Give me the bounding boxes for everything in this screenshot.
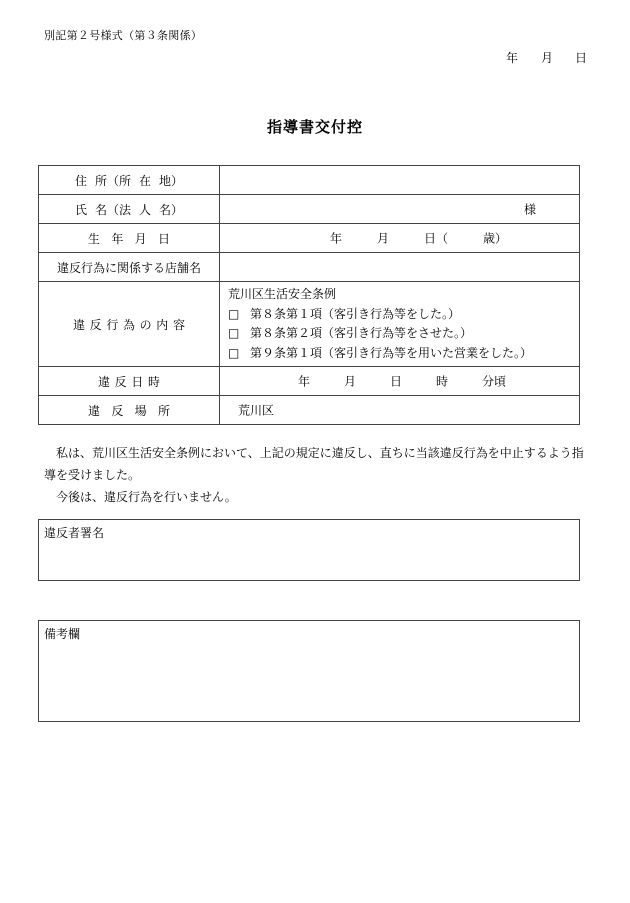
violation-hour-label: 時 xyxy=(436,374,449,389)
form-number-label: 別記第２号様式（第３条関係） xyxy=(44,29,203,42)
datetime-label-part: 日 xyxy=(131,374,144,389)
honorific-label: 様 xyxy=(524,202,537,217)
place-label-part: 場 xyxy=(134,403,147,418)
date-day-label: 日 xyxy=(575,51,588,65)
statement-line-2: 今後は、違反行為を行いません。 xyxy=(56,490,237,504)
place-value-cell[interactable] xyxy=(220,396,580,425)
content-label-cell xyxy=(39,282,220,367)
name-row xyxy=(39,195,580,224)
name-label-part: 人 xyxy=(138,202,151,217)
datetime-label-cell xyxy=(39,367,220,396)
document-title: 指導書交付控 xyxy=(266,118,363,136)
option-text: 第８条第２項（客引き行為等をさせた。） xyxy=(250,326,473,340)
remarks-box[interactable] xyxy=(38,620,580,722)
violation-year-label: 年 xyxy=(298,374,311,389)
birth-label-part: 日 xyxy=(157,231,170,246)
content-label-part: 行 xyxy=(106,317,119,332)
acknowledgement-statement xyxy=(44,442,586,508)
checkbox-icon[interactable]: □ xyxy=(228,306,240,321)
guidance-form-table xyxy=(38,165,580,425)
option-article-8-1[interactable] xyxy=(228,305,571,325)
datetime-value-cell[interactable] xyxy=(220,367,580,396)
content-label-part: 反 xyxy=(89,317,102,332)
content-row xyxy=(39,282,580,367)
place-label-part: 所 xyxy=(157,403,170,418)
name-value-cell[interactable] xyxy=(220,195,580,224)
birth-label-part: 生 xyxy=(88,231,101,246)
address-label-part: 地） xyxy=(158,173,183,188)
violation-day-label: 日 xyxy=(390,374,403,389)
option-text: 第９条第１項（客引き行為等を用いた営業をした。） xyxy=(250,345,533,360)
name-label-part: 氏 xyxy=(75,202,88,217)
content-label-part: 為 xyxy=(122,317,135,332)
address-label-cell xyxy=(39,166,220,195)
place-label-part: 反 xyxy=(111,403,124,418)
content-value-cell xyxy=(220,282,580,367)
birth-label-part: 月 xyxy=(134,231,147,246)
address-row xyxy=(39,166,580,195)
address-value-cell[interactable] xyxy=(220,166,580,195)
store-label: 違反行為に関係する店舗名 xyxy=(56,260,201,275)
violator-signature-box[interactable] xyxy=(38,519,580,581)
content-label-part: 容 xyxy=(172,317,185,332)
remarks-label: 備考欄 xyxy=(44,627,81,641)
violation-month-label: 月 xyxy=(344,374,357,389)
name-label-part: 名（法 xyxy=(94,202,131,217)
address-label-part: 所（所 xyxy=(94,173,131,188)
birth-label-part: 年 xyxy=(111,231,124,246)
content-label-part: 違 xyxy=(73,317,86,332)
checkbox-icon[interactable]: □ xyxy=(228,326,240,340)
birth-month-label: 月 xyxy=(377,231,390,246)
ordinance-name: 荒川区生活安全条例 xyxy=(228,287,337,301)
birth-year-label: 年 xyxy=(330,231,343,246)
name-label-cell xyxy=(39,195,220,224)
place-label-cell xyxy=(39,396,220,425)
place-value: 荒川区 xyxy=(238,403,275,418)
datetime-label-part: 違 xyxy=(98,374,111,389)
signature-label: 違反者署名 xyxy=(44,526,105,540)
datetime-label-part: 時 xyxy=(147,374,160,389)
birth-label-cell xyxy=(39,224,220,253)
date-year-label: 年 xyxy=(506,51,519,65)
content-label-part: の xyxy=(139,317,152,332)
checkbox-icon[interactable]: □ xyxy=(228,345,240,360)
name-label-part: 名） xyxy=(158,202,183,217)
date-month-label: 月 xyxy=(541,51,554,65)
datetime-label-part: 反 xyxy=(114,374,127,389)
birth-value-cell[interactable] xyxy=(220,224,580,253)
option-text: 第８条第１項（客引き行為等をした。） xyxy=(250,306,461,321)
birth-age-label: 歳） xyxy=(483,231,508,246)
content-label-part: 内 xyxy=(156,317,169,332)
birth-row xyxy=(39,224,580,253)
datetime-row xyxy=(39,367,580,396)
store-value-cell[interactable] xyxy=(220,253,580,282)
store-label-cell xyxy=(39,253,220,282)
option-article-8-2[interactable] xyxy=(228,324,571,344)
option-article-9-1[interactable] xyxy=(228,344,571,364)
place-label-part: 違 xyxy=(88,403,101,418)
violation-minute-label: 分頃 xyxy=(482,374,507,389)
store-row xyxy=(39,253,580,282)
statement-line-1: 私は、荒川区生活安全条例において、上記の規定に違反し、直ちに当該違反行為を中止するよう指導を受けました。 xyxy=(44,446,584,482)
place-row xyxy=(39,396,580,425)
address-label-part: 住 xyxy=(75,173,88,188)
birth-day-label: 日（ xyxy=(424,231,449,246)
address-label-part: 在 xyxy=(138,173,151,188)
